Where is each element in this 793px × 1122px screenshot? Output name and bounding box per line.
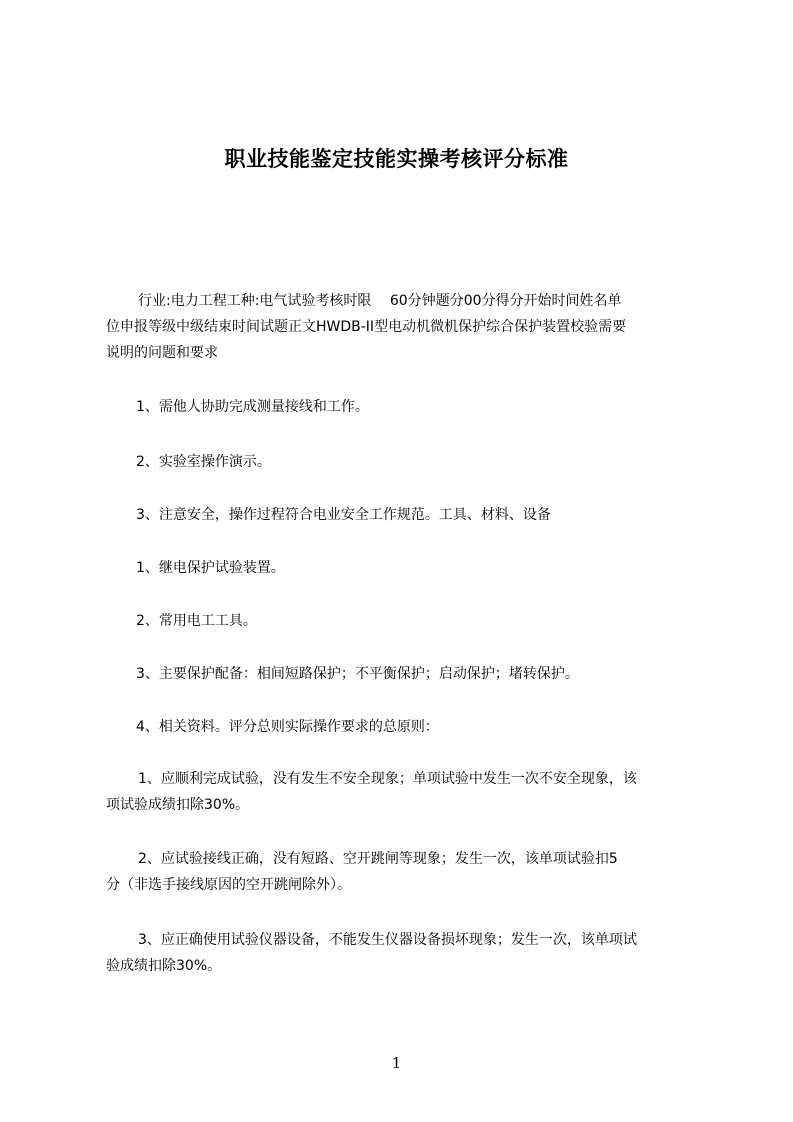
principle-2-line-1: 2、应试验接线正确，没有短路、空开跳闸等现象；发生一次，该单项试验扣5 <box>138 851 618 867</box>
requirement-item-3: 3、注意安全，操作过程符合电业安全工作规范。工具、材料、设备 <box>136 507 551 523</box>
page-number: 1 <box>391 1054 402 1072</box>
header-paragraph <box>106 288 696 366</box>
requirement-item-1: 1、需他人协助完成测量接线和工作。 <box>136 399 369 415</box>
requirement-item-2: 2、实验室操作演示。 <box>136 454 271 470</box>
principle-item-2 <box>106 846 696 898</box>
header-line-1: 行业:电力工程工种:电气试验考核时限 60分钟题分00分得分开始时间姓名单 <box>138 293 622 309</box>
principle-1-line-1: 1、应顺利完成试验，没有发生不安全现象；单项试验中发生一次不安全现象，该 <box>138 771 637 787</box>
header-line-2: 位申报等级中级结束时间试题正文HWDB-II型电动机微机保护综合保护装置校验需要 <box>106 319 627 335</box>
principle-1-line-2: 项试验成绩扣除30%。 <box>106 797 250 813</box>
principle-item-3 <box>106 927 696 979</box>
principle-3-line-1: 3、应正确使用试验仪器设备，不能发生仪器设备损坏现象；发生一次，该单项试 <box>138 932 637 948</box>
page-title: 职业技能鉴定技能实操考核评分标准 <box>224 147 569 171</box>
principle-2-line-2: 分（非选手接线原因的空开跳闸除外）。 <box>106 877 351 893</box>
tool-item-1: 1、继电保护试验装置。 <box>136 560 285 576</box>
header-line-3: 说明的问题和要求 <box>106 345 218 361</box>
principle-item-1 <box>106 766 696 818</box>
tool-item-2: 2、常用电工工具。 <box>136 613 257 629</box>
tool-item-4: 4、相关资料。评分总则实际操作要求的总原则： <box>136 719 439 735</box>
tool-item-3: 3、主要保护配备：相间短路保护；不平衡保护；启动保护；堵转保护。 <box>136 666 579 682</box>
principle-3-line-2: 验成绩扣除30%。 <box>106 958 222 974</box>
